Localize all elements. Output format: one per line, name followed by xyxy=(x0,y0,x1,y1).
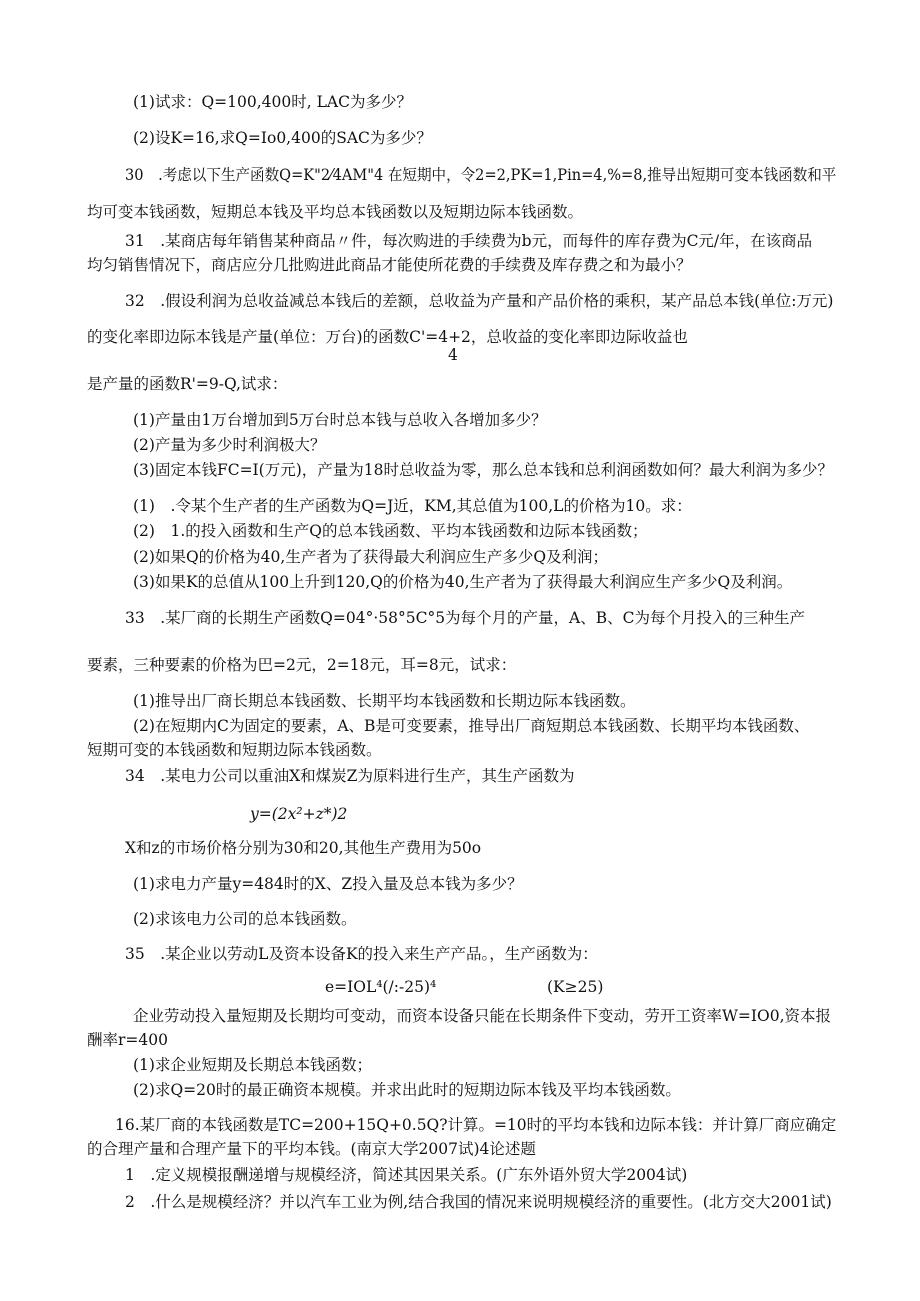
text-line: (2)设K=16,求Q=Io0,400的SAC为多少？ xyxy=(133,129,432,147)
text-line: 的变化率即边际本钱是产量(单位：万台)的函数C'=4+2，总收益的变化率即边际收益也 xyxy=(87,328,688,346)
text-line: (1)求企业短期及长期总本钱函数； xyxy=(133,1056,372,1074)
text-line: 4 xyxy=(448,346,458,364)
text-line: (1) .令某个生产者的生产函数为Q=J近，KM,其总值为100,L的价格为10。求： xyxy=(133,497,692,515)
text-line: 的合理产量和合理产量下的平均本钱。(南京大学2007试)4论述题 xyxy=(87,1140,536,1158)
text-line: 酬率r=400 xyxy=(87,1031,168,1049)
text-line: 2 .什么是规模经济？并以汽车工业为例,结合我国的情况来说明规模经济的重要性。(北方交大2001试) xyxy=(125,1193,832,1211)
text-line: 1 .定义规模报酬递增与规模经济，简述其因果关系。(广东外语外贸大学2004试) xyxy=(125,1166,688,1184)
text-line: (2) 1.的投入函数和生产Q的总本钱函数、平均本钱函数和边际本钱函数； xyxy=(133,522,648,540)
text-line: (1)产量由1万台增加到5万台时总本钱与总收入各增加多少？ xyxy=(133,411,547,429)
text-line: (2)产量为多少时利润极大？ xyxy=(133,436,326,454)
formula-condition: (K≥25) xyxy=(547,978,604,996)
text-line: 32 .假设利润为总收益减总本钱后的差额，总收益为产量和产品价格的乘积，某产品总本钱(单位:万元) xyxy=(125,292,834,310)
text-line: 33 .某厂商的长期生产函数Q=04°·58°5C°5为每个月的产量，A、B、C为每个月投入的三种生产 xyxy=(125,609,805,627)
text-line: X和z的市场价格分别为30和20,其他生产费用为50o xyxy=(125,839,482,857)
text-line: (2)如果Q的价格为40,生产者为了获得最大利润应生产多少Q及利润； xyxy=(133,548,609,566)
formula: y=(2x²+z*)2 xyxy=(250,805,348,823)
formula: e=IOL⁴(/:-25)⁴ xyxy=(325,978,437,996)
text-line: (1)推导出厂商长期总本钱函数、长期平均本钱函数和长期边际本钱函数。 xyxy=(133,692,636,710)
text-line: 34 .某电力公司以重油X和煤炭Z为原料进行生产，其生产函数为 xyxy=(125,767,575,785)
text-line: 短期可变的本钱函数和短期边际本钱函数。 xyxy=(87,741,382,759)
text-line: 16.某厂商的本钱函数是TC=200+15Q+0.5Q?计算。=10时的平均本钱和边际本钱：并计算厂商应确定 xyxy=(115,1116,837,1134)
text-line: 企业劳动投入量短期及长期均可变动，而资本设备只能在长期条件下变动，劳开工资率W=IO0,资本报 xyxy=(133,1007,832,1025)
text-line: (3)固定本钱FC=I(万元)，产量为18时总收益为零，那么总本钱和总利润函数如何？最大利润为多少？ xyxy=(133,461,834,479)
text-line: (2)在短期内C为固定的要素，A、B是可变要素，推导出厂商短期总本钱函数、长期平均本钱函数、 xyxy=(133,717,810,735)
text-line: 30 .考虑以下生产函数Q=K"2⁄4AM"4 在短期中，令2=2,PK=1,Pin=4,%=8,推导出短期可变本钱函数和平 xyxy=(125,166,837,184)
text-line: (3)如果K的总值从100上升到120,Q的价格为40,生产者为了获得最大利润应生产多少Q及利润。 xyxy=(133,573,793,591)
text-line: 均匀销售情况下，商店应分几批购进此商品才能使所花费的手续费及库存费之和为最小？ xyxy=(87,256,692,274)
text-line: (2)求该电力公司的总本钱函数。 xyxy=(133,910,357,928)
text-line: (2)求Q=20时的最正确资本规模。并求出此时的短期边际本钱及平均本钱函数。 xyxy=(133,1081,681,1099)
text-line: 要素，三种要素的价格为巴=2元，2=18元，耳=8元，试求： xyxy=(87,656,517,674)
text-line: 31 .某商店每年销售某种商品〃件，每次购进的手续费为b元，而每件的库存费为C元/年，在该商品 xyxy=(125,232,813,250)
text-line: (1)求电力产量y=484时的X、Z投入量及总本钱为多少？ xyxy=(133,875,523,893)
text-line: 是产量的函数R'=9-Q,试求： xyxy=(87,375,288,393)
text-line: 35 .某企业以劳动L及资本设备K的投入来生产产品。，生产函数为： xyxy=(125,945,598,963)
text-line: 均可变本钱函数，短期总本钱及平均总本钱函数以及短期边际本钱函数。 xyxy=(87,203,584,221)
text-line: (1)试求：Q=100,400时, LAC为多少？ xyxy=(133,93,412,111)
